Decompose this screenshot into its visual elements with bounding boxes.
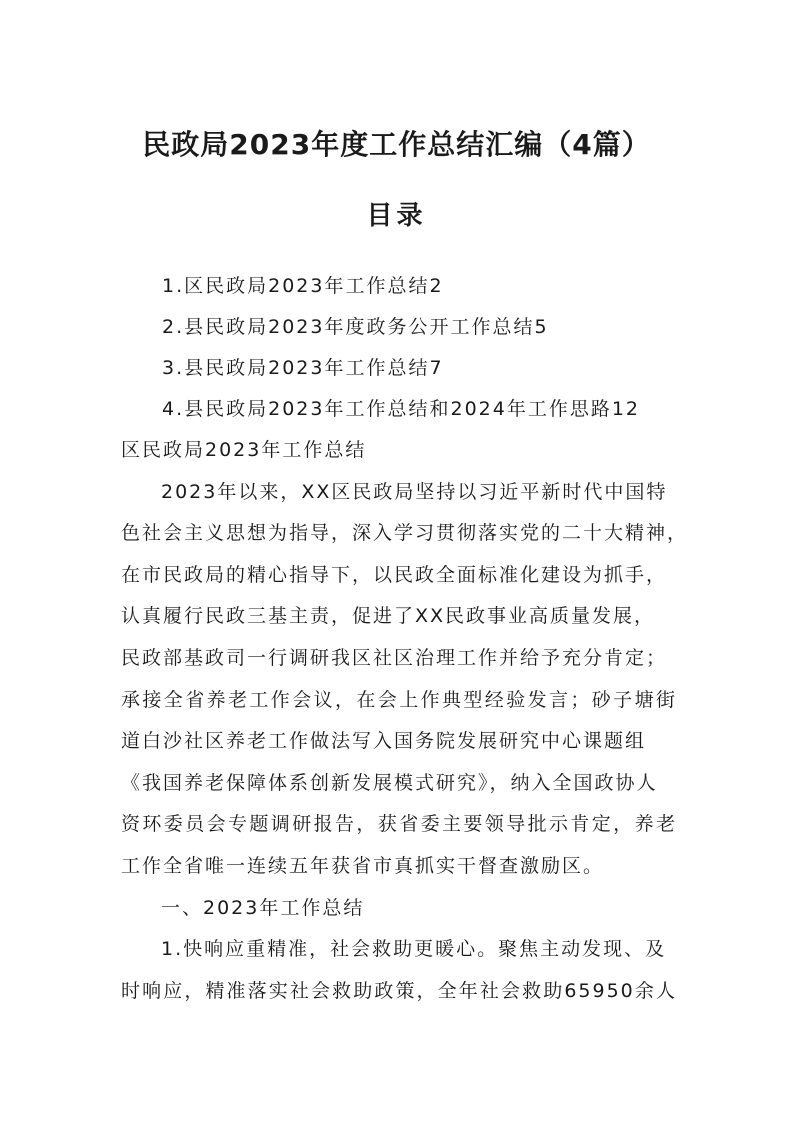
toc-item[interactable]: 1.区民政局2023年工作总结2 <box>162 275 444 297</box>
paragraph-line: 民政部基政司一行调研我区社区治理工作并给予充分肯定； <box>121 646 668 669</box>
paragraph-line: 《我国养老保障体系创新发展模式研究》，纳入全国政协人 <box>121 771 658 794</box>
subheading: 一、2023年工作总结 <box>161 896 365 919</box>
table-of-contents <box>162 266 640 430</box>
paragraph-line: 2023年以来，XX区民政局坚持以习近平新时代中国特 <box>161 480 668 503</box>
paragraph-line: 工作全省唯一连续五年获省市真抓实干督查激励区。 <box>121 854 605 877</box>
paragraph-line: 1.快响应重精准，社会救助更暖心。聚焦主动发现、及 <box>161 938 667 961</box>
document-title: 民政局2023年度工作总结汇编（4篇） <box>142 128 651 161</box>
paragraph-line: 道白沙社区养老工作做法写入国务院发展研究中心课题组 <box>121 730 647 753</box>
paragraph-line: 时响应，精准落实社会救助政策，全年社会救助65950余人 <box>121 979 677 1002</box>
paragraph-line: 认真履行民政三基主责，促进了XX民政事业高质量发展， <box>121 605 656 628</box>
toc-item[interactable]: 2.县民政局2023年度政务公开工作总结5 <box>162 316 549 338</box>
paragraph-line: 色社会主义思想为指导，深入学习贯彻落实党的二十大精神， <box>121 522 689 545</box>
toc-item[interactable]: 4.县民政局2023年工作总结和2024年工作思路12 <box>162 398 641 420</box>
toc-item[interactable]: 3.县民政局2023年工作总结7 <box>162 357 444 379</box>
document-body <box>121 430 689 1012</box>
paragraph-line: 在市民政局的精心指导下，以民政全面标准化建设为抓手， <box>121 563 668 586</box>
section-title: 区民政局2023年工作总结 <box>121 439 367 461</box>
paragraph-line: 资环委员会专题调研报告，获省委主要领导批示肯定，养老 <box>121 813 677 836</box>
toc-heading: 目录 <box>366 201 427 231</box>
paragraph-line: 承接全省养老工作会议，在会上作典型经验发言；砂子塘街 <box>121 688 677 711</box>
